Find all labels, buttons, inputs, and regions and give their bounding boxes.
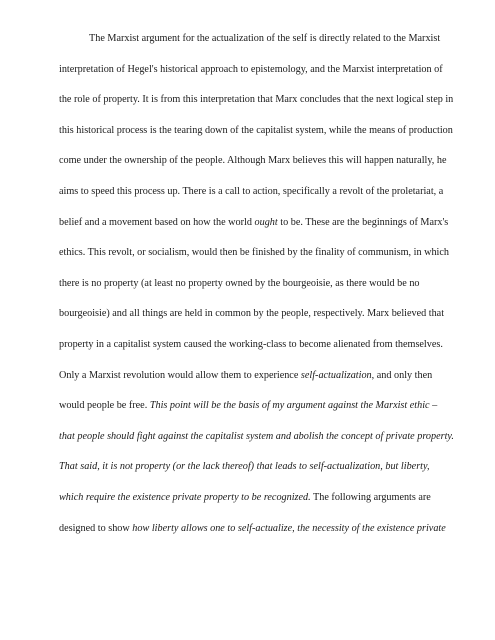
text-line — [59, 94, 453, 106]
text-segment: The Marxist argument for the actualization of the self is directly related to the Marxist — [89, 33, 441, 44]
text-line — [59, 492, 431, 504]
text-segment: aims to speed this process up. There is a call to action, specifically a revolt of the proletariat, a — [59, 186, 444, 197]
text-line — [59, 370, 432, 382]
text-segment: property in a capitalist system caused the working-class to become alienated from themselves. — [59, 339, 443, 350]
italic-text-segment: that people should fight against the capitalist system and abolish the concept of private property. — [59, 430, 454, 442]
text-line — [59, 186, 443, 198]
text-segment: The following arguments are — [310, 492, 431, 503]
text-segment: this historical process is the tearing down of the capitalist system, while the means of production — [59, 124, 453, 136]
text-segment: Only a Marxist revolution would allow them to experience — [59, 369, 301, 381]
text-line — [59, 308, 444, 320]
text-line — [59, 217, 448, 229]
italic-text-segment: how liberty allows one to self-actualize, the necessity of the existence private — [132, 522, 446, 534]
text-line — [59, 125, 453, 137]
text-line — [89, 33, 440, 45]
text-segment: to be. These are the beginnings of Marx's — [277, 216, 449, 228]
text-line — [59, 155, 447, 167]
text-line — [59, 523, 446, 535]
text-line — [59, 431, 454, 443]
text-segment: the role of property. It is from this interpretation that Marx concludes that the next logical step in — [59, 94, 454, 106]
italic-text-segment: That said, it is not property (or the lack thereof) that leads to self-actualization, but liberty, — [59, 461, 430, 473]
italic-text-segment: self-actualization — [300, 369, 372, 381]
italic-text-segment: which require the existence private property to be recognized. — [59, 492, 311, 503]
text-segment: ethics. This revolt, or socialism, would then be finished by the finality of communism, in which — [59, 247, 449, 259]
text-line — [59, 247, 449, 259]
italic-text-segment: ought — [254, 216, 278, 228]
text-segment: designed to show — [59, 522, 133, 534]
text-segment: bourgeoisie) and all things are held in common by the people, respectively. Marx believed that — [59, 308, 445, 320]
text-line — [59, 339, 443, 351]
text-segment: belief and a movement based on how the world — [59, 216, 255, 228]
text-line — [59, 400, 437, 412]
text-segment: interpretation of Hegel's historical approach to epistemology, and the Marxist interpretation of — [59, 63, 443, 75]
text-segment: , and only then — [371, 369, 433, 381]
text-segment: come under the ownership of the people. Although Marx believes this will happen naturally, he — [59, 155, 447, 167]
text-line — [59, 64, 443, 76]
text-segment: would people be free. — [59, 400, 150, 412]
text-line — [59, 461, 430, 473]
text-segment: there is no property (at least no property owned by the bourgeoisie, as there would be no — [59, 277, 420, 289]
italic-text-segment: This point will be the basis of my argument against the Marxist ethic – — [149, 400, 438, 412]
text-line — [59, 278, 420, 290]
